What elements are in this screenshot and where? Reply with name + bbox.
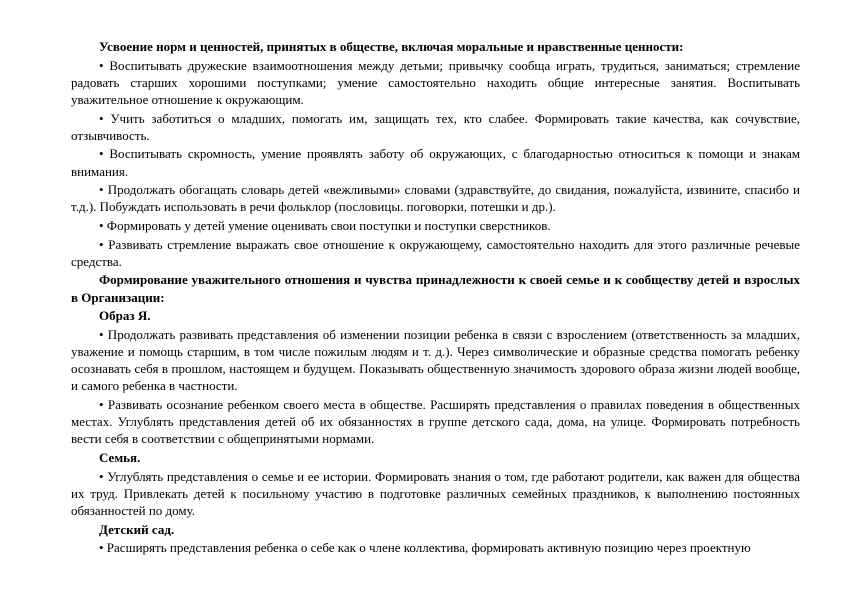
heading-family-community: Формирование уважительного отношения и чувства принадлежности к своей семье и к сообществу детей и взрослых в Организации: <box>71 272 800 305</box>
document-page <box>71 38 800 558</box>
values-item-polite-words: • Продолжать обогащать словарь детей «вежливыми» словами (здравствуйте, до свидания, пожалуйста, извините, спасибо и т.д.). Побуждать использовать в речи фольклор (пословицы. поговорки, потешки и др.). <box>71 182 800 215</box>
values-item-speech-means: • Развивать стремление выражать свое отношение к окружающему, самостоятельно находить для этого различные речевые средства. <box>71 236 800 269</box>
heading-self-image: Образ Я. <box>99 308 151 324</box>
values-item-friendly-relations: • Воспитывать дружеские взаимоотношения между детьми; привычку сообща играть, трудиться, заниматься; стремление радовать старших хорошими поступками; умение самостоятельно находить общие интересные занятия. Воспитывать уважительное отношение к окружающим. <box>71 57 800 107</box>
family-item-history: • Углублять представления о семье и ее истории. Формировать знания о том, где работают родители, как важен для общества их труд. Привлекать детей к посильному участию в подготовке различных семейных праздников, к выполнению постоянных обязанностей по дому. <box>71 468 800 518</box>
self-item-growing-up: • Продолжать развивать представления об изменении позиции ребенка в связи с взрослением (ответственность за младших, уважение и помощь старшим, в том числе пожилым людям и т. д.). Через символические и образные средства помогать ребенку осознавать себя в прошлом, настоящем и будущем. Показывать общественную значимость здорового образа жизни людей вообще, и самого ребенка в частности. <box>71 326 800 394</box>
heading-values: Усвоение норм и ценностей, принятых в обществе, включая моральные и нравственные ценности: <box>99 39 684 54</box>
heading-family: Семья. <box>99 449 141 465</box>
values-item-self-evaluation: • Формировать у детей умение оценивать свои поступки и поступки сверстников. <box>99 217 551 233</box>
heading-kindergarten: Детский сад. <box>99 521 175 537</box>
values-item-care-for-younger: • Учить заботиться о младших, помогать им, защищать тех, кто слабее. Формировать такие качества, как сочувствие, отзывчивость. <box>71 110 800 143</box>
kindergarten-item-collective: • Расширять представления ребенка о себе как о члене коллектива, формировать активную позицию через проектную <box>99 540 751 556</box>
self-item-place-in-society: • Развивать осознание ребенком своего места в обществе. Расширять представления о правилах поведения в общественных местах. Углублять представления детей об их обязанностях в группе детского сада, дома, на улице. Формировать потребность вести себя в соответствии с общепринятыми нормами. <box>71 396 800 447</box>
values-item-modesty: • Воспитывать скромность, умение проявлять заботу об окружающих, с благодарностью относиться к помощи и знакам внимания. <box>71 146 800 179</box>
